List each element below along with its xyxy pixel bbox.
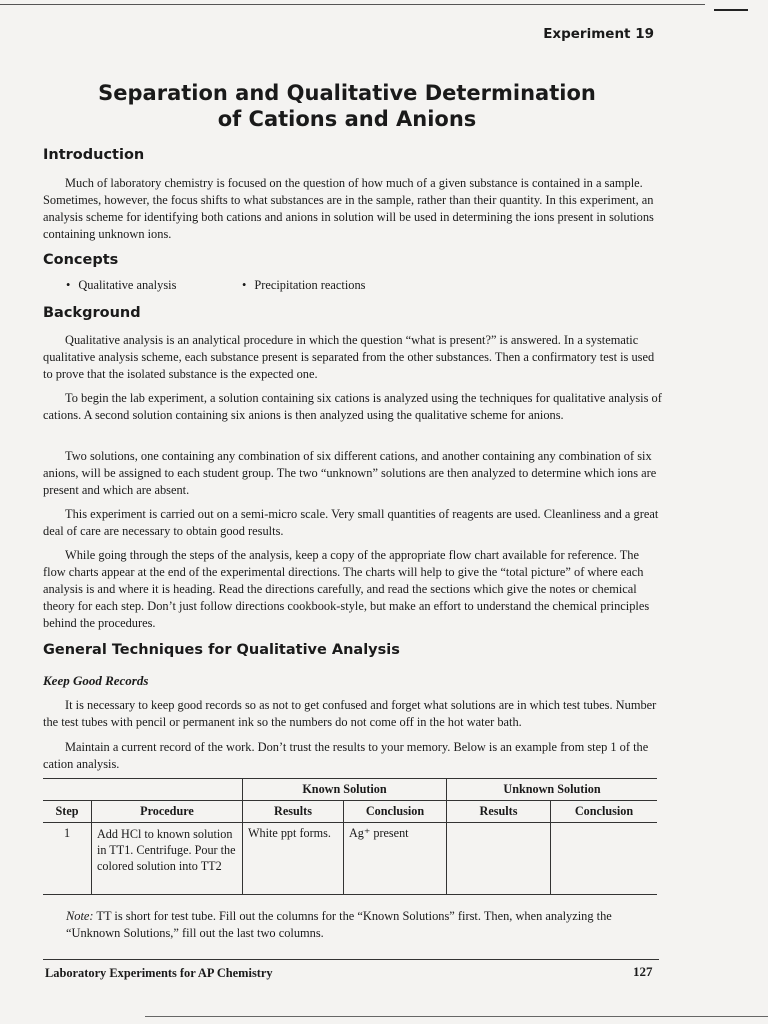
top-mark: [714, 9, 748, 11]
known-solution-header: Known Solution: [243, 779, 447, 801]
concept-item: • Qualitative analysis: [66, 278, 176, 293]
background-paragraph: While going through the steps of the analysis, keep a copy of the appropriate flow chart available for reference. The flow charts appear at the end of the experimental directions. The charts will help to give the “total picture” of where each analysis is and where it is heading. Read the directions carefully, and read the sections which give the notes or chemical theory for each step. Don’t just follow directions cookbook-style, but make an effort to understand the chemical principles behind the procedures.: [43, 548, 650, 630]
title-line-1: Separation and Qualitative Determination: [98, 81, 596, 105]
table-row: [43, 823, 657, 895]
page-title: [0, 80, 694, 132]
column-header: Step: [43, 801, 92, 823]
table-note: [66, 908, 666, 942]
title-line-2: of Cations and Anions: [217, 107, 477, 131]
keep-records-subheading: Keep Good Records: [43, 673, 149, 688]
unknown-solution-header: Unknown Solution: [447, 779, 658, 801]
table-group-row: [43, 779, 657, 801]
book-title: Laboratory Experiments for AP Chemistry: [45, 966, 273, 980]
unknown-conclusion-cell: [551, 823, 658, 895]
background-paragraph: Qualitative analysis is an analytical procedure in which the question “what is present?” is answered. In a systematic qualitative analysis scheme, each substance present is separated from the other substances. Then a confirmatory test is used to prove that the isolated substance is the expected one.: [43, 333, 655, 381]
table-group-blank: [43, 779, 243, 801]
records-table: [43, 778, 657, 895]
introduction-text: Much of laboratory chemistry is focused on the question of how much of a given substance is contained in a sample. Sometimes, however, the focus shifts to what substances are in the sample, rather than their quantity. In this experiment, an analysis scheme for identifying both cations and anions in solution will be used in determining the ions present in solutions containing unknown ions.: [43, 176, 654, 241]
background-paragraph: This experiment is carried out on a semi-micro scale. Very small quantities of reagents are used. Cleanliness and a great deal of care are necessary to obtain good results.: [43, 507, 659, 538]
procedure-cell: Add HCl to known solution in TT1. Centrifuge. Pour the colored solution into TT2: [92, 823, 243, 895]
general-techniques-heading: General Techniques for Qualitative Analysis: [43, 642, 400, 658]
known-conclusion-cell: Ag⁺ present: [344, 823, 447, 895]
footer-rule: [43, 959, 659, 960]
bottom-rule: [145, 1016, 768, 1017]
concepts-heading: Concepts: [43, 252, 119, 268]
introduction-heading: Introduction: [43, 147, 145, 163]
top-rule: [0, 4, 705, 5]
background-paragraph: Two solutions, one containing any combination of six different cations, and another containing any combination of six anions, will be assigned to each student group. The two “unknown” solutions are then analyzed to determine which ions are present and which are absent.: [43, 449, 657, 497]
background-heading: Background: [43, 305, 141, 321]
table-header-row: [43, 801, 657, 823]
general-paragraph: Maintain a current record of the work. Don’t trust the results to your memory. Below is an example from step 1 of the cation analysis.: [43, 740, 649, 771]
note-label: Note:: [66, 909, 94, 923]
step-cell: 1: [43, 823, 92, 895]
column-header: Procedure: [92, 801, 243, 823]
page-number: 127: [633, 964, 653, 979]
background-paragraph: To begin the lab experiment, a solution containing six cations is analyzed using the techniques for qualitative analysis of cations. A second solution containing six anions is then analyzed using the qualitative scheme for anions.: [43, 391, 662, 422]
unknown-results-cell: [447, 823, 551, 895]
note-text: TT is short for test tube. Fill out the columns for the “Known Solutions” first. Then, when analyzing the “Unknown Solutions,” fill out the last two columns.: [66, 909, 612, 940]
column-header: Conclusion: [551, 801, 658, 823]
experiment-label: Experiment 19: [543, 26, 654, 42]
general-paragraph: It is necessary to keep good records so as not to get confused and forget what solutions are in which test tubes. Number the test tubes with pencil or permanent ink so the numbers do not come off in the hot water bath.: [43, 698, 657, 729]
column-header: Results: [243, 801, 344, 823]
column-header: Results: [447, 801, 551, 823]
column-header: Conclusion: [344, 801, 447, 823]
known-results-cell: White ppt forms.: [243, 823, 344, 895]
concept-item: • Precipitation reactions: [242, 278, 365, 293]
